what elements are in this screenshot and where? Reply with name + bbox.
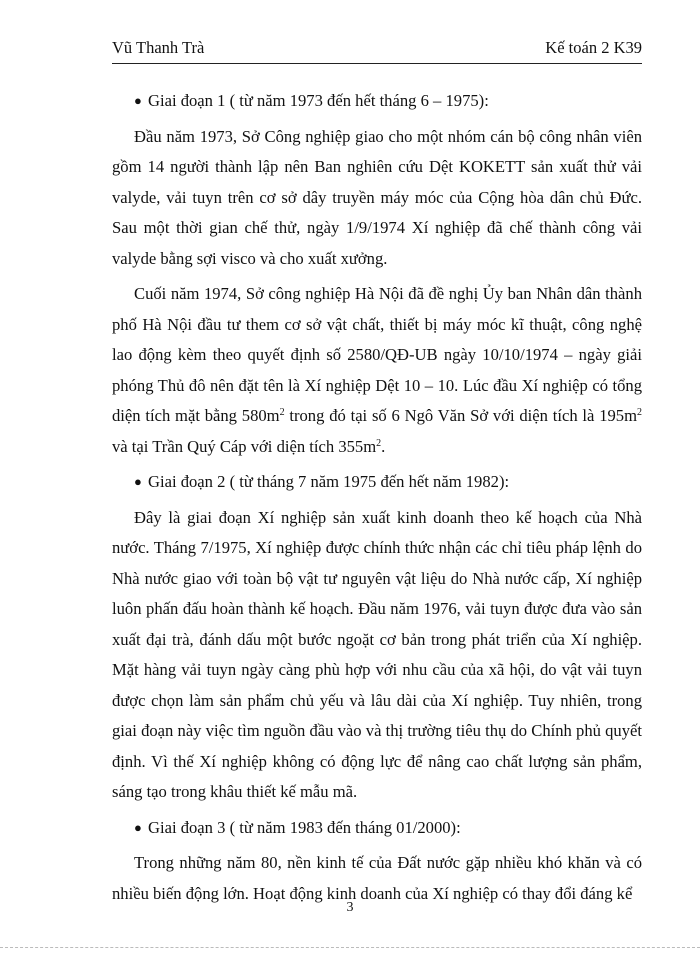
header-course: Kế toán 2 K39 [545, 38, 642, 57]
document-body [112, 86, 642, 914]
section-2-heading-text: Giai đoạn 2 ( từ tháng 7 năm 1975 đến hết năm 1982): [148, 472, 510, 491]
section-3-heading-text: Giai đoạn 3 ( từ năm 1983 đến tháng 01/2000): [148, 817, 461, 837]
superscript-2: 2 [637, 407, 642, 418]
section-1-paragraph-2 [112, 279, 642, 462]
section-1-heading-text: Giai đoạn 1 ( từ năm 1973 đến hết tháng 6 – 1975): [148, 91, 489, 110]
bullet-icon: ● [134, 474, 142, 489]
paragraph-2-text-d: . [381, 436, 386, 456]
section-1-paragraph-1: Đầu năm 1973, Sở Công nghiệp giao cho một nhóm cán bộ công nhân viên gồm 14 người thành lập nên Ban nghiên cứu Dệt KOKETT sản xuất thử vải valyde, vải tuyn trên cơ sở dây truyền máy móc của Cộng hòa dân chủ Đức. Sau một thời gian chế thử, ngày 1/9/1974 Xí nghiệp đã chế thành công vải valyde bằng sợi visco và cho xuất xưởng. [112, 126, 642, 268]
header-author: Vũ Thanh Trà [112, 38, 205, 57]
page-break-divider [0, 947, 700, 948]
section-2-heading [112, 467, 642, 498]
paragraph-2-text-a: Cuối năm 1974, Sở công nghiệp Hà Nội đã đề nghị Ủy ban Nhân dân thành phố Hà Nội đầu tư them cơ sở vật chất, thiết bị máy móc kĩ thuật, công nghệ lao động kèm theo quyết định số 2580/QĐ-UB ngày 10/10/1974 – ngày giải phóng Thủ đô nên đặt tên là Xí nghiệp Dệt 10 – 10. Lúc đầu Xí nghiệp có tổng diện tích mặt bằng 580m [112, 284, 642, 425]
paragraph-2-text-c: và tại Trần Quý Cáp với diện tích 355m [112, 436, 377, 456]
bullet-icon: ● [134, 93, 142, 108]
section-3-paragraph-1: Trong những năm 80, nền kinh tế của Đất nước gặp nhiều khó khăn và có nhiều biến động lớn. Hoạt động kinh doanh của Xí nghiệp có thay đổi đáng kể [112, 853, 642, 903]
section-1-heading [112, 86, 642, 117]
page-header [112, 38, 642, 64]
bullet-icon: ● [134, 819, 142, 835]
superscript-2: 2 [279, 407, 285, 418]
paragraph-2-text-b: trong đó tại số 6 Ngô Văn Sở với diện tích là 195m [284, 406, 637, 425]
page-number: 3 [346, 900, 354, 915]
section-2-paragraph-1: Đây là giai đoạn Xí nghiệp sản xuất kinh doanh theo kế hoạch của Nhà nước. Tháng 7/1975, Xí nghiệp được chính thức nhận các chỉ tiêu pháp lệnh do Nhà nước giao với toàn bộ vật tư nguyên vật liệu do Nhà nước cấp, Xí nghiệp luôn phấn đấu hoàn thành kế hoạch. Đầu năm 1976, vải tuyn được đưa vào sản xuất đại trà, đánh dấu một bước ngoặt cơ bản trong phát triển của Xí nghiệp. Mặt hàng vải tuyn ngày càng phù hợp với nhu cầu của xã hội, do vật vải tuyn được chọn làm sản phẩm chủ yếu và lâu dài của Xí nghiệp. Tuy nhiên, trong giai đoạn này việc tìm nguồn đầu vào và thị trường tiêu thụ do Chính phủ quyết định. Vì thế Xí nghiệp không có động lực để nâng cao chất lượng sản phẩm, sáng tạo trong khâu thiết kế mẫu mã. [112, 507, 642, 801]
section-3-heading [112, 813, 642, 844]
superscript-2: 2 [376, 437, 382, 449]
